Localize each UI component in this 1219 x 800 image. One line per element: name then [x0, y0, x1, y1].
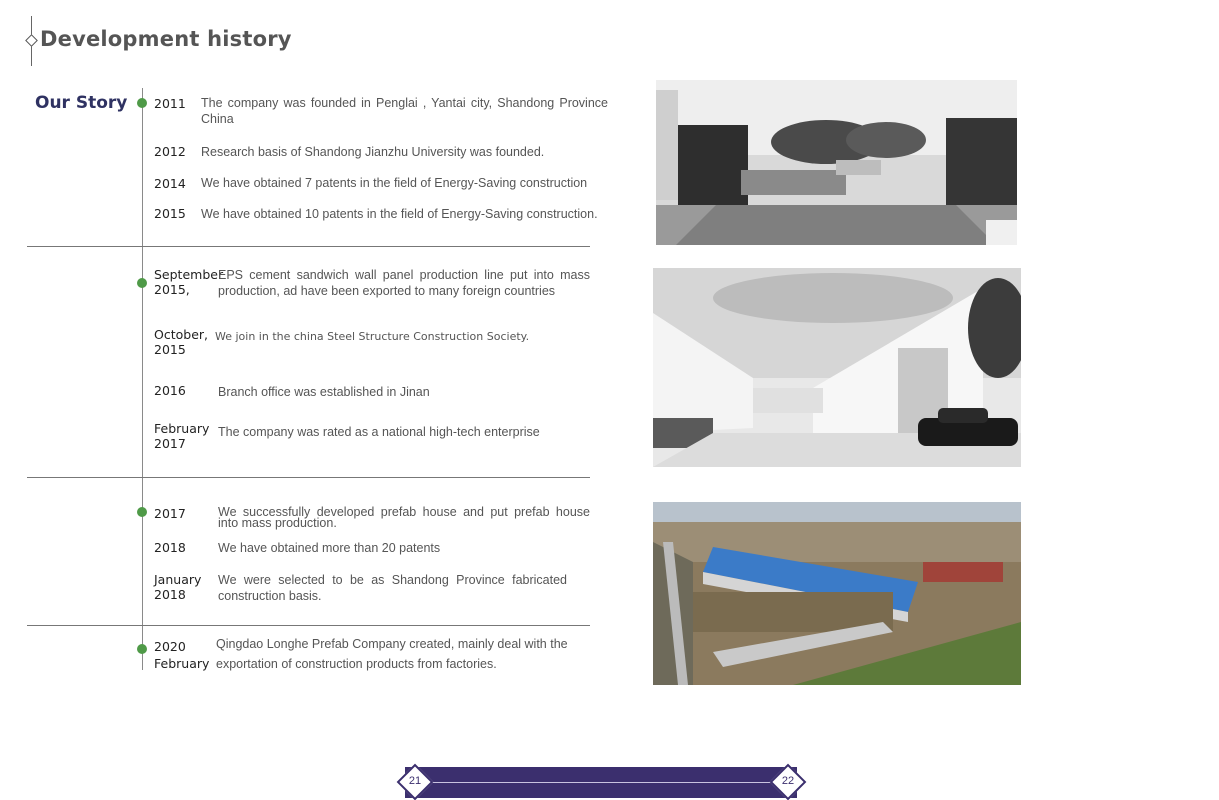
timeline-text: Qingdao Longhe Prefab Company created, mainly deal with the exportation of construction products from factories.	[216, 637, 568, 671]
timeline-text: EPS cement sandwich wall panel production line put into mass production, ad have been exported to many foreign countries	[218, 268, 590, 298]
timeline-year	[154, 572, 201, 602]
timeline-year	[154, 421, 209, 451]
timeline-text: We have obtained 7 patents in the field of Energy-Saving construction	[201, 176, 588, 190]
timeline-year	[154, 639, 209, 671]
timeline-year: 2012	[154, 144, 186, 159]
timeline-year-line: 2015,	[154, 282, 190, 297]
timeline-text: We were selected to be as Shandong Province fabricated construction basis.	[218, 573, 567, 603]
timeline-dot	[137, 644, 147, 654]
timeline-year-line: January	[154, 572, 202, 587]
warehouse-photo	[653, 268, 1021, 467]
timeline-dot	[137, 507, 147, 517]
section-divider	[27, 246, 590, 247]
timeline-text: We have obtained more than 20 patents	[218, 541, 441, 555]
timeline-year	[154, 327, 208, 357]
page-number-right[interactable]: 22	[781, 775, 795, 787]
timeline-text: The company was founded in Penglai , Yantai city, Shandong Province China	[201, 96, 608, 126]
section-label: Our Story	[35, 93, 128, 113]
aerial-factory-photo	[653, 502, 1021, 685]
timeline-year: 2018	[154, 540, 186, 555]
timeline-year-line: 2018	[154, 587, 186, 602]
timeline-year: 2016	[154, 383, 186, 398]
timeline-year-line: 2020	[154, 639, 186, 654]
timeline-dot	[137, 98, 147, 108]
timeline-year-line: February	[154, 656, 210, 671]
timeline-dot	[137, 278, 147, 288]
pager-line	[430, 782, 775, 783]
timeline-year	[154, 267, 223, 297]
timeline-year: 2017	[154, 506, 186, 521]
timeline-year-line: 2017	[154, 436, 186, 451]
timeline-year-line: 2015	[154, 342, 186, 357]
timeline-year-line: February	[154, 421, 210, 436]
page-title: Development history	[40, 27, 292, 51]
timeline-text: Branch office was established in Jinan	[218, 385, 430, 399]
timeline-text: The company was rated as a national high-tech enterprise	[218, 425, 540, 439]
timeline-year-line: October,	[154, 327, 208, 342]
timeline-year-line: September	[154, 267, 224, 282]
timeline-line	[142, 88, 143, 670]
timeline-year: 2015	[154, 206, 186, 221]
section-divider	[27, 477, 590, 478]
timeline-text: Research basis of Shandong Jianzhu University was founded.	[201, 145, 545, 159]
timeline-year: 2014	[154, 176, 186, 191]
section-divider	[27, 625, 590, 626]
factory-gate-photo	[656, 80, 1017, 245]
title-diamond-icon	[25, 34, 38, 47]
timeline-text: We have obtained 10 patents in the field of Energy-Saving construction.	[201, 207, 598, 221]
timeline-text: We join in the china Steel Structure Construction Society.	[215, 330, 530, 343]
timeline-text: We successfully developed prefab house and put prefab house into mass production.	[218, 505, 590, 530]
page-number-left[interactable]: 21	[408, 775, 422, 787]
timeline-year: 2011	[154, 96, 186, 111]
